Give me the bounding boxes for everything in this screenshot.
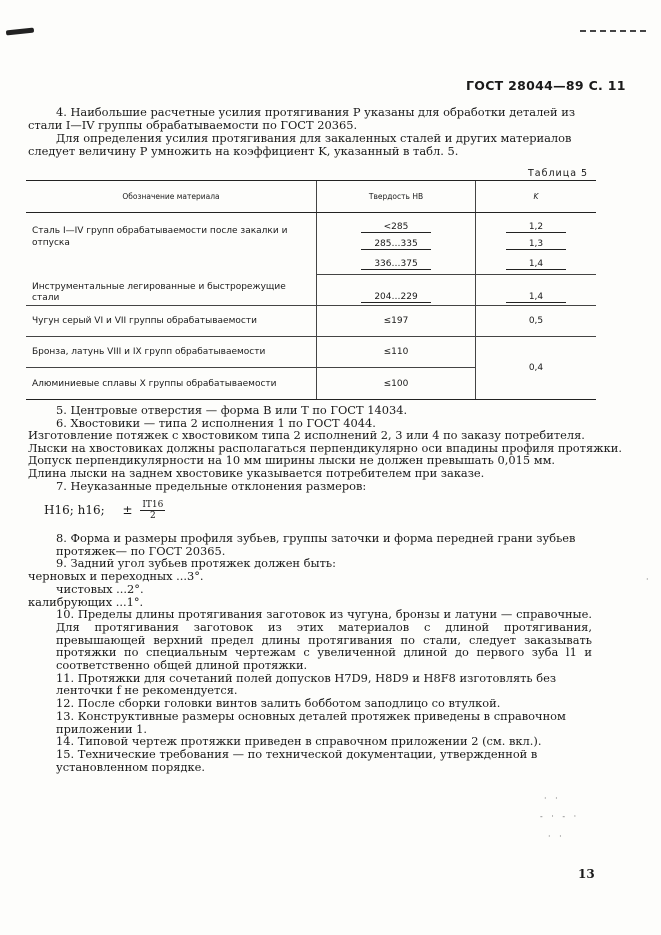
cell-k: 0,4 [476,337,597,400]
column-header-k: K [476,181,597,213]
table-row [26,337,596,368]
cell-k [476,275,597,306]
cell-hardness [317,275,476,306]
item-8: 8. Форма и размеры профиля зубьев, группы заточки и форма передней грани зубьев протяжек— по ГОСТ 20365. [56,531,576,558]
item-6b: Лыски на хвостовиках должны располагаться перпендикулярно оси впадины профиля протяжки. [28,440,622,455]
cell-hardness-value: 285…335 [361,239,431,250]
formula-denominator: 2 [150,511,156,521]
cell-k [476,255,597,275]
item-14: 14. Типовой чертеж протяжки приведен в справочном приложении 2 (см. вкл.). [56,734,542,749]
table-row [26,213,596,235]
item-12: 12. После сборки головки винтов залить бобботом заподлицо со втулкой. [56,696,501,711]
cell-k-value: 1,3 [506,239,566,250]
cell-material: Сталь I—IV групп обрабатываемости после закалки и отпуска [32,226,288,248]
item-9: 9. Задний угол зубьев протяжек должен быть: [56,556,336,571]
item-7: 7. Неуказанные предельные отклонения размеров: [56,478,367,493]
item-6: 6. Хвостовики — типа 2 исполнения 1 по ГОСТ 4044. [56,415,376,430]
item-6c: Допуск перпендикулярности на 10 мм ширины лыски не должен превышать 0,015 мм. [28,453,556,468]
cell-hardness [317,255,476,275]
scan-mark-top-left [6,28,34,36]
cell-k-value: 1,4 [506,292,566,303]
cell-hardness-value: 204…229 [361,292,431,303]
table-row [26,275,596,306]
cell-hardness: ≤197 [317,306,476,337]
cell-k: 0,5 [476,306,597,337]
cell-material: Чугун серый VI и VII группы обрабатываемости [26,306,317,337]
item-6d: Длина лыски на заднем хвостовике указывается потребителем при заказе. [28,465,485,480]
paragraph-4: 4. Наибольшие расчетные усилия протягивания P указаны для обработки деталей из стали I—IV группы обрабатываемости по ГОСТ 20365. [28,105,576,133]
items-5-7 [28,403,622,493]
page-number: 13 [578,867,595,881]
scan-noise: · · [548,832,565,841]
item-10: 10. Пределы длины протягивания заготовок из чугуна, бронзы и латуни — справочные. Для протягивания заготовок из этих материалов с длиной протягивания, превышающей верхний предел длины протягивания по стали, следует заказывать протяжки по специальным чертежам с увеличенной длиной до первого зуба l1 и соответственно общей длиной протяжки. [56,607,592,673]
cell-k-value: 1,4 [506,259,566,270]
item-11: 11. Протяжки для сочетаний полей допусков H7D9, H8D9 и H8F8 изготовлять без ленточки f не рекомендуется. [56,670,557,698]
cell-material: Бронза, латунь VIII и IX групп обрабатываемости [26,337,317,368]
table-row [26,306,596,337]
scan-noise: · · [544,794,561,803]
cell-material: Алюминиевые сплавы X группы обрабатываемости [26,368,317,400]
item-9a: черновых и переходных ...3°. [28,569,204,584]
items-8-15 [28,532,592,773]
cell-k-value: 1,2 [506,222,566,233]
page-header: ГОСТ 28044—89 С. 11 [466,78,626,93]
item-9c: калибрующих ...1°. [28,594,144,609]
formula-fields: H16; h16; [44,503,105,517]
item-5: 5. Центровые отверстия — форма B или T по ГОСТ 14034. [56,403,408,417]
column-header-hardness: Твердость HB [317,181,476,213]
table-caption: Таблица 5 [528,168,589,179]
cell-material: Инструментальные легированные и быстрорежущие стали [26,275,317,306]
scan-mark-top-right [580,26,646,32]
cell-hardness: ≤110 [317,337,476,368]
cell-k [476,235,597,255]
item-13: 13. Конструктивные размеры основных деталей протяжек приведены в справочном приложении 1. [56,708,566,736]
cell-hardness-value: 336…375 [361,259,431,270]
cell-hardness: ≤100 [317,368,476,400]
tolerance-formula [44,500,165,521]
table-5 [26,180,596,400]
scan-noise: · [646,575,652,584]
scan-noise: - · - · [540,812,580,821]
paragraph-4b: Для определения усилия протягивания для закаленных сталей и других материалов следует величину P умножить на коэффициент K, указанный в табл. 5. [28,131,572,159]
formula-numerator: IT16 [142,500,164,510]
cell-hardness [317,235,476,255]
formula-plus-minus: ± [122,503,133,517]
column-header-material: Обозначение материала [26,181,317,213]
item-9b: чистовых ...2°. [56,581,144,596]
table-header-row [26,181,596,213]
cell-k [476,213,597,235]
item-15: 15. Технические требования — по технической документации, утвержденной в установленном порядке. [56,746,538,774]
item-6a: Изготовление потяжек с хвостовиком типа 2 исполнений 2, 3 или 4 по заказу потребителя. [28,428,585,443]
cell-hardness-value: <285 [361,222,431,233]
cell-hardness [317,213,476,235]
formula-fraction [140,500,165,521]
